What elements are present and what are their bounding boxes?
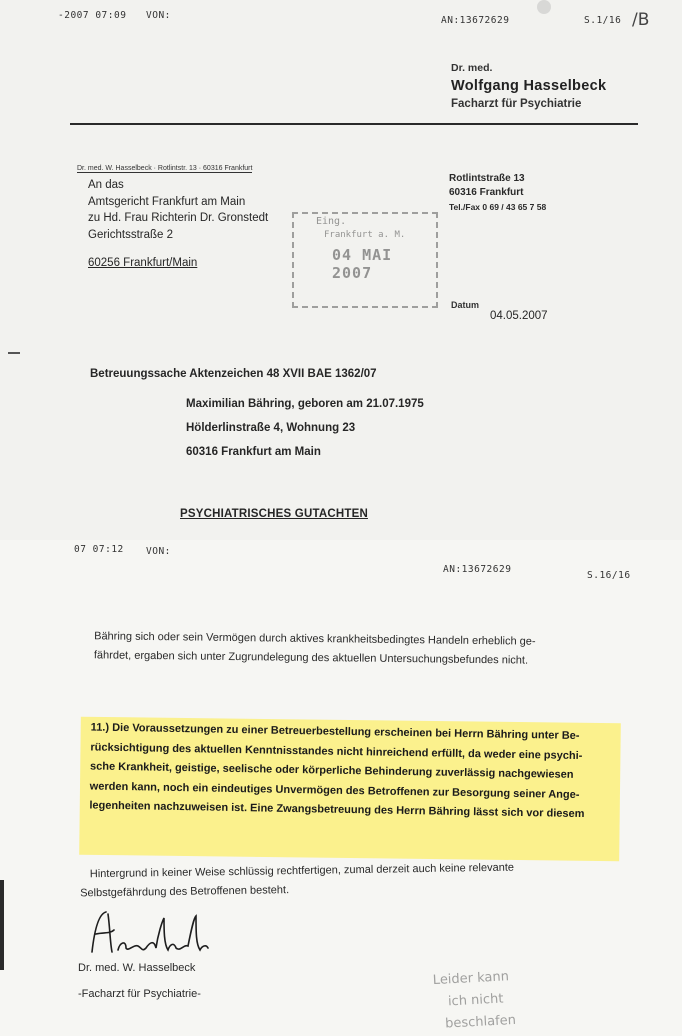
fax-time: 07 07:12: [74, 544, 124, 555]
letterhead-specialty: Facharzt für Psychiatrie: [451, 98, 582, 110]
handwritten-page-mark: /B: [632, 10, 650, 30]
recipient-line: Amtsgericht Frankfurt am Main: [88, 195, 246, 208]
recipient-address: [88, 177, 268, 272]
recipient-line: zu Hd. Frau Richterin Dr. Gronstedt: [88, 212, 269, 224]
conclusion-line: werden kann, noch ein eindeutiges Unvermögen des Betroffenen zur Besorgung seiner Ange-: [89, 779, 580, 801]
person-name: Maximilian Bähring, geboren am 21.07.1975: [186, 398, 424, 410]
recipient-line: Gerichtsstraße 2: [88, 228, 173, 241]
recipient-city: 60256 Frankfurt/Main: [88, 257, 198, 269]
recipient-line: An das: [88, 179, 124, 191]
conclusion-paragraph: [89, 718, 611, 825]
letterhead-name: Wolfgang Hasselbeck: [451, 78, 607, 94]
person-street: Hölderlinstraße 4, Wohnung 23: [186, 422, 356, 434]
conclusion-line: sche Krankheit, geistige, seelische oder körperliche Behinderung zuverlässig nachgewiesen: [89, 760, 574, 781]
date-label: Datum: [451, 300, 480, 310]
fax-sender: VON:: [146, 10, 171, 21]
fax-sender: VON:: [146, 546, 171, 557]
conclusion-line: rücksichtigung des aktuellen Kenntnisstandes nicht hinreichend erfüllt, da weder eine psychi-: [90, 740, 583, 762]
doctor-city: 60316 Frankfurt: [449, 187, 524, 198]
doctor-street: Rotlintstraße 13: [449, 173, 525, 184]
date-value: 04.05.2007: [490, 310, 548, 322]
stamp-line: Frankfurt a. M.: [324, 230, 406, 240]
letterhead-title: Dr. med.: [451, 62, 493, 74]
handwritten-line: Leider kann: [432, 969, 510, 989]
receipt-stamp: [292, 212, 438, 308]
person-block: [186, 392, 424, 464]
stamp-line: Eing.: [316, 216, 347, 227]
handwritten-line: ich nicht: [447, 991, 504, 1010]
fax-time: -2007 07:09: [58, 10, 127, 21]
case-reference: Betreuungssache Aktenzeichen 48 XVII BAE 1362/07: [90, 368, 377, 380]
handwritten-line: beschlafen: [444, 1012, 517, 1032]
scan-edge-shadow: [0, 880, 4, 970]
fax-recipient-number: AN:13672629: [441, 15, 510, 26]
intro-line: fährdet, ergaben sich unter Zugrundelegung des aktuellen Untersuchungsbefundes nicht.: [93, 649, 529, 667]
signature-title: -Facharzt für Psychiatrie-: [78, 988, 201, 1000]
doctor-address: [449, 172, 546, 214]
fax-recipient-number: AN:13672629: [443, 564, 512, 575]
signature-scribble: [84, 904, 214, 964]
closing-line: Hintergrund in keiner Weise schlüssig rechtfertigen, zumal derzeit auch keine relevante: [89, 861, 515, 881]
document-heading: PSYCHIATRISCHES GUTACHTEN: [180, 508, 368, 520]
closing-line: Selbstgefährdung des Betroffenen besteht.: [80, 884, 290, 900]
stamp-date: 04 MAI 2007: [332, 246, 393, 282]
conclusion-line: legenheiten nachzuweisen ist. Eine Zwangsbetreuung des Herrn Bähring lässt sich vor diesem: [89, 799, 585, 821]
fax-page-16: [0, 540, 682, 1036]
sender-line: Dr. med. W. Hasselbeck · Rotlintstr. 13 · 60316 Frankfurt: [77, 165, 253, 172]
conclusion-line: 11.) Die Voraussetzungen zu einer Betreuerbestellung erscheinen bei Herrn Bähring unter Be-: [90, 721, 580, 742]
closing-paragraph: [80, 859, 515, 904]
doctor-phone: Tel./Fax 0 69 / 43 65 7 58: [449, 202, 547, 212]
signature-name: Dr. med. W. Hasselbeck: [78, 962, 196, 974]
fold-mark: [8, 352, 20, 354]
intro-paragraph: [94, 627, 536, 670]
fax-page-number: S.16/16: [587, 570, 631, 581]
letterhead-divider: [70, 123, 638, 125]
handwritten-note: [432, 966, 516, 1036]
intro-line: Bähring sich oder sein Vermögen durch aktives krankheitsbedingtes Handeln erheblich ge-: [94, 630, 536, 648]
fax-page-number: S.1/16: [584, 15, 622, 26]
punch-hole: [537, 0, 551, 14]
person-city: 60316 Frankfurt am Main: [186, 446, 321, 458]
